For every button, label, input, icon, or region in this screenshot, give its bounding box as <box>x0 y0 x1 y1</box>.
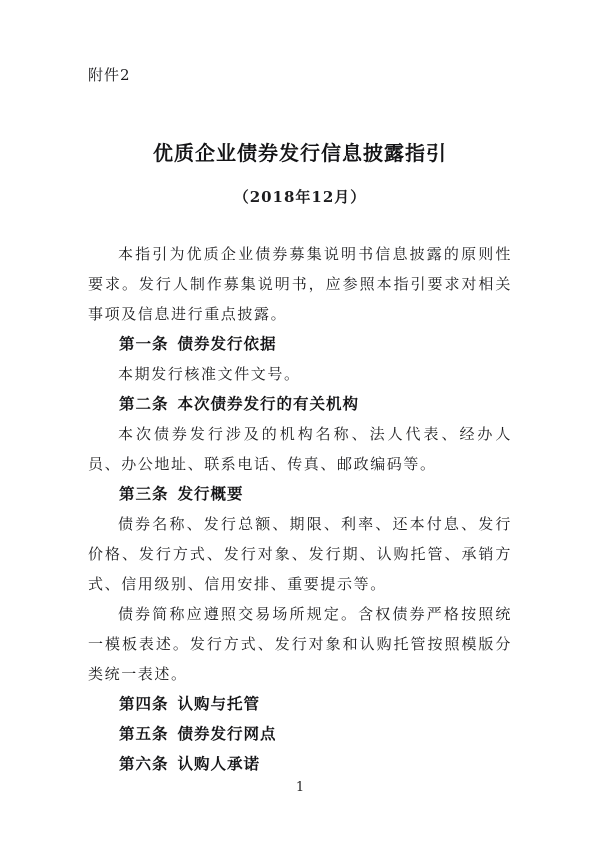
document-date: （2018年12月） <box>233 188 367 206</box>
document-body <box>88 239 512 779</box>
article-5-label: 第五条 <box>119 725 169 743</box>
article-3-paragraph-2: 债券简称应遵照交易场所规定。含权债券严格按照统一模板表述。发行方式、发行对象和认购托管按照模版分类统一表述。 <box>88 605 512 683</box>
article-1-label: 第一条 <box>119 335 169 353</box>
article-4-heading <box>88 689 512 719</box>
article-2-title: 本次债券发行的有关机构 <box>177 395 360 413</box>
article-5-heading <box>88 719 512 749</box>
article-2-heading <box>88 389 512 419</box>
article-4-title: 认购与托管 <box>177 695 261 713</box>
article-4-label: 第四条 <box>119 695 169 713</box>
intro-paragraph: 本指引为优质企业债券募集说明书信息披露的原则性要求。发行人制作募集说明书，应参照本指引要求对相关事项及信息进行重点披露。 <box>88 245 512 323</box>
article-5-title: 债券发行网点 <box>177 725 277 743</box>
article-3-title: 发行概要 <box>177 485 244 503</box>
article-2-label: 第二条 <box>119 395 169 413</box>
article-6-title: 认购人承诺 <box>177 755 261 773</box>
page-number: 1 <box>295 780 305 795</box>
article-3-heading <box>88 479 512 509</box>
article-1-heading <box>88 329 512 359</box>
attachment-label: 附件2 <box>88 66 131 84</box>
article-6-heading <box>88 749 512 779</box>
article-1-title: 债券发行依据 <box>177 335 277 353</box>
article-6-label: 第六条 <box>119 755 169 773</box>
article-3-paragraph-1: 债券名称、发行总额、期限、利率、还本付息、发行价格、发行方式、发行对象、发行期、认购托管、承销方式、信用级别、信用安排、重要提示等。 <box>88 515 512 593</box>
article-3-label: 第三条 <box>119 485 169 503</box>
article-1-paragraph: 本期发行核准文件文号。 <box>118 365 301 383</box>
article-2-paragraph: 本次债券发行涉及的机构名称、法人代表、经办人员、办公地址、联系电话、传真、邮政编码等。 <box>88 425 512 473</box>
document-title: 优质企业债券发行信息披露指引 <box>153 141 447 165</box>
